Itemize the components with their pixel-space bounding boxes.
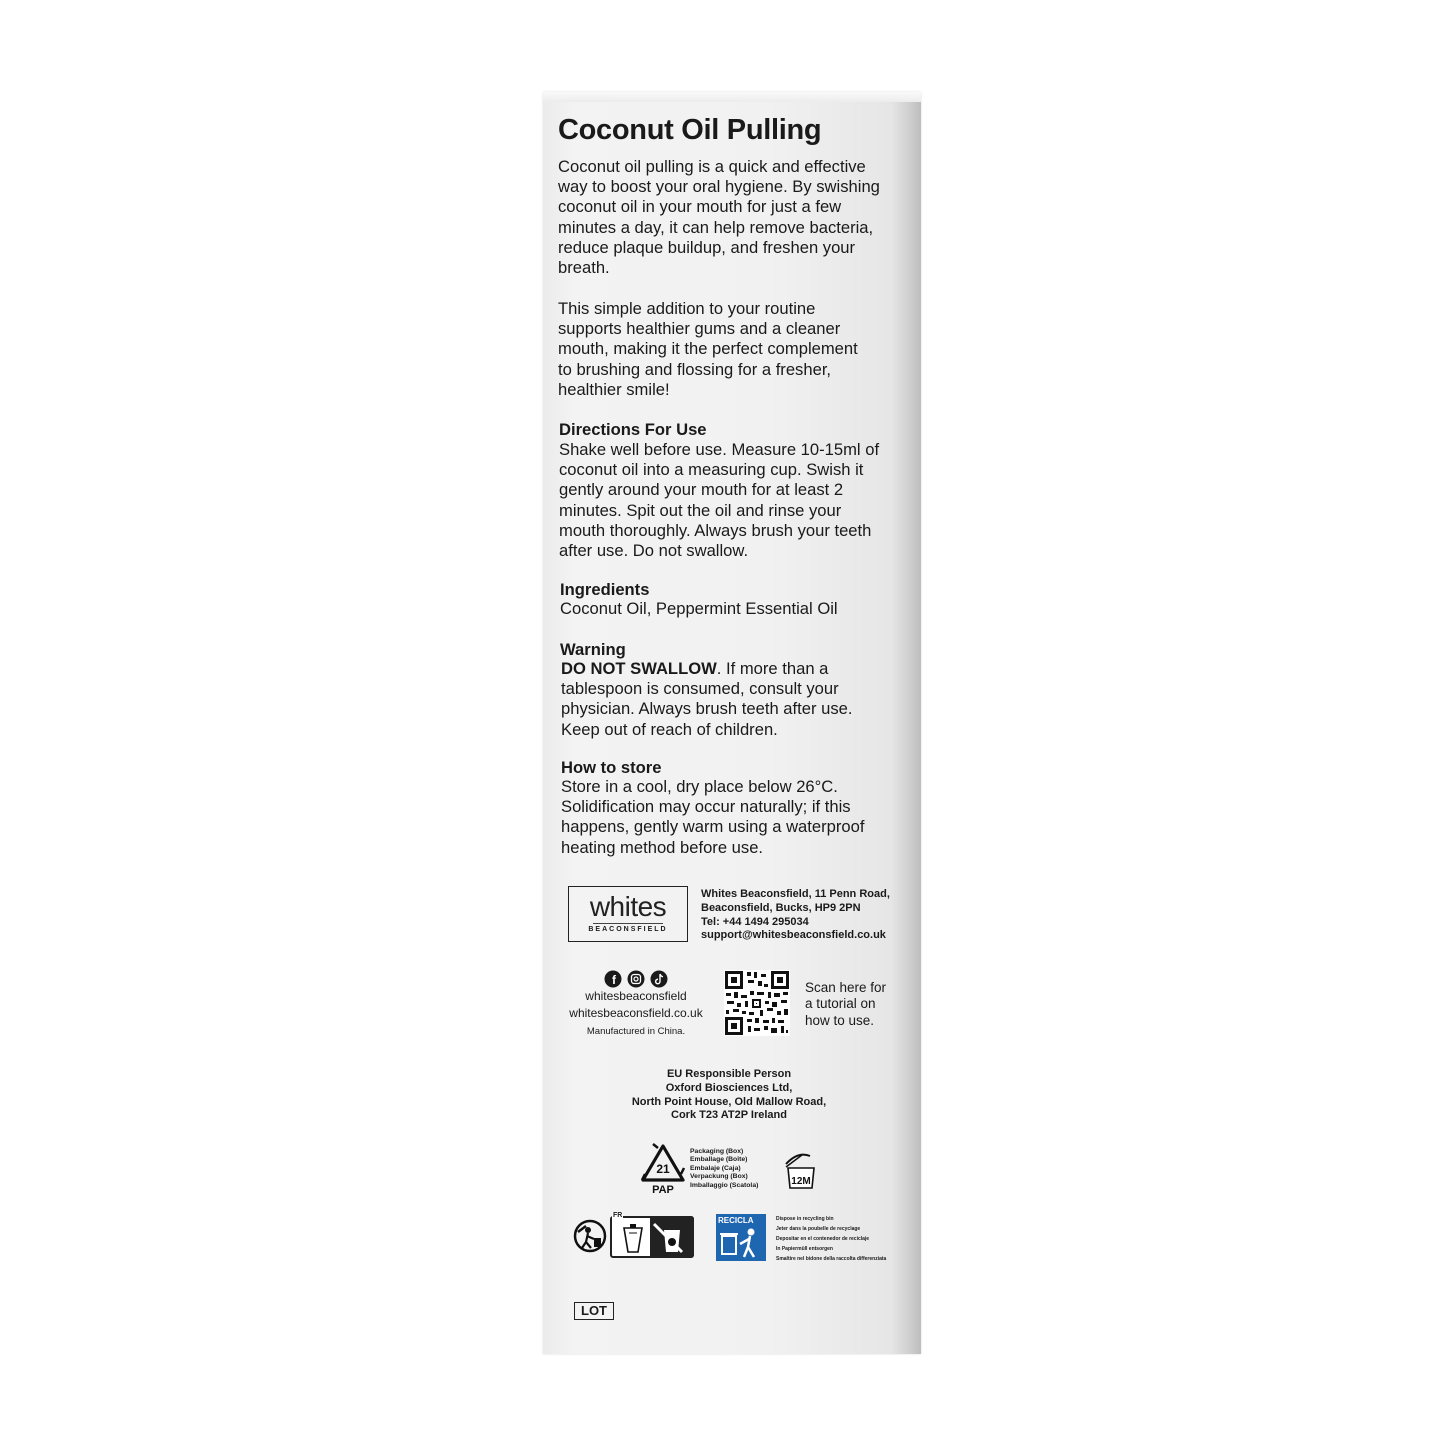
- recycle-bin-person-icon: [718, 1226, 764, 1260]
- warning-line: tablespoon is consumed, consult your: [561, 679, 839, 699]
- qr-caption-line: how to use.: [805, 1012, 875, 1028]
- social-icons: [603, 969, 669, 989]
- packaging-line: Imballaggio (Scatola): [690, 1181, 759, 1189]
- eu-line: Cork T23 AT2P Ireland: [671, 1109, 787, 1122]
- dispose-languages: [776, 1214, 886, 1264]
- tidyman-icon: [572, 1218, 608, 1254]
- ingredients-text: Coconut Oil, Peppermint Essential Oil: [560, 599, 838, 618]
- warning-emphasis: DO NOT SWALLOW: [561, 659, 717, 678]
- ingredients-heading: Ingredients: [560, 580, 650, 599]
- intro-line: Coconut oil pulling is a quick and effective: [558, 157, 866, 176]
- directions-line: gently around your mouth for at least 2: [559, 480, 844, 500]
- recycling-triangle-icon: [640, 1143, 686, 1195]
- triman-icon: [612, 1218, 692, 1256]
- directions-line: coconut oil into a measuring cup. Swish it: [559, 460, 864, 480]
- dispose-line: Dispose in recycling bin: [776, 1216, 834, 1222]
- fr-mark: FR: [613, 1212, 623, 1219]
- warning-first-line: [561, 659, 852, 679]
- product-title: Coconut Oil Pulling: [558, 114, 822, 146]
- intro-line: reduce plaque buildup, and freshen your: [558, 237, 856, 257]
- directions-line: Shake well before use. Measure 10-15ml of: [559, 440, 880, 459]
- packaging-line: Packaging (Box): [690, 1148, 744, 1155]
- eu-line: North Point House, Old Mallow Road,: [631, 1095, 827, 1108]
- logo-divider: [593, 923, 663, 924]
- warning-line: physician. Always brush teeth after use.: [561, 699, 853, 719]
- intro-text: [558, 157, 880, 278]
- recycling-code: 21: [656, 1162, 670, 1176]
- recicla-label: RECICLA: [718, 1216, 754, 1225]
- intro2-line: This simple addition to your routine: [558, 299, 816, 318]
- storage-line: heating method before use.: [561, 837, 764, 857]
- qr-caption-line: a tutorial on: [805, 996, 876, 1012]
- logo-subtitle: BEACONSFIELD: [588, 926, 668, 933]
- intro-line: breath.: [558, 258, 610, 278]
- address-line: Whites Beaconsfield, 11 Penn Road,: [701, 888, 890, 900]
- storage-line: Solidification may occur naturally; if this: [561, 797, 851, 817]
- dispose-line: Smaltire nel bidone della raccolta differenziata: [776, 1256, 887, 1262]
- directions-line: mouth thoroughly. Always brush your teeth: [559, 520, 872, 540]
- eu-heading: EU Responsible Person: [666, 1068, 792, 1080]
- intro2-line: healthier smile!: [558, 379, 670, 399]
- address-line: support@whitesbeaconsfield.co.uk: [701, 929, 886, 942]
- intro-line: minutes a day, it can help remove bacteria,: [558, 217, 874, 237]
- storage-text: [561, 777, 864, 858]
- storage-heading: How to store: [561, 758, 662, 777]
- dispose-line: Depositar en el contenedor de reciclaje: [776, 1236, 870, 1242]
- tiktok-icon: [651, 971, 668, 988]
- qr-caption: [805, 980, 886, 1029]
- eu-responsible: [618, 1068, 840, 1123]
- instagram-icon: [628, 971, 645, 988]
- intro-line: way to boost your oral hygiene. By swishing: [558, 177, 880, 197]
- directions-heading: Directions For Use: [559, 420, 707, 439]
- packaging-line: Emballage (Boîte): [690, 1156, 748, 1164]
- manufactured-in: Manufactured in China.: [586, 1026, 686, 1037]
- recycling-material: PAP: [652, 1184, 674, 1195]
- warning-first-rest: . If more than a: [716, 659, 829, 678]
- warning-line: Keep out of reach of children.: [561, 719, 778, 739]
- lot-box: LOT: [574, 1302, 614, 1320]
- brand-website: whitesbeaconsfield.co.uk: [569, 1006, 703, 1020]
- address-line: Beaconsfield, Bucks, HP9 2PN: [701, 901, 861, 914]
- directions-line: minutes. Spit out the oil and rinse your: [559, 500, 842, 520]
- brand-logo: [568, 886, 688, 942]
- directions-text: [559, 440, 879, 561]
- intro2-line: supports healthier gums and a cleaner: [558, 319, 841, 339]
- packaging-languages: [690, 1148, 758, 1190]
- directions-line: after use. Do not swallow.: [559, 541, 749, 561]
- pao-label: 12M: [791, 1176, 811, 1187]
- storage-line: happens, gently warm using a waterproof: [561, 817, 865, 837]
- warning-heading: Warning: [560, 640, 626, 659]
- brand-social: [566, 988, 706, 1041]
- intro2-line: to brushing and flossing for a fresher,: [558, 359, 832, 379]
- period-after-opening-icon: [782, 1150, 820, 1190]
- svg-text:f: f: [612, 973, 616, 987]
- social-handle: whitesbeaconsfield: [585, 989, 687, 1003]
- dispose-line: Jeter dans la poubelle de recyclage: [776, 1226, 861, 1232]
- facebook-icon: [605, 971, 622, 988]
- qr-code-icon[interactable]: [724, 970, 790, 1036]
- dispose-line: In Papiermüll entsorgen: [776, 1246, 833, 1252]
- warning-text: [561, 659, 852, 740]
- storage-line: Store in a cool, dry place below 26°C.: [561, 777, 838, 796]
- intro-line: coconut oil in your mouth for just a few: [558, 197, 842, 217]
- address-line: Tel: +44 1494 295034: [701, 915, 809, 928]
- logo-word: whites: [589, 891, 667, 922]
- intro-text-2: [558, 299, 858, 400]
- eu-line: Oxford Biosciences Ltd,: [665, 1081, 793, 1094]
- packaging-line: Embalaje (Caja): [690, 1164, 741, 1172]
- qr-caption-line: Scan here for: [805, 980, 887, 995]
- intro2-line: mouth, making it the perfect complement: [558, 339, 858, 359]
- packaging-line: Verpackung (Box): [690, 1173, 748, 1181]
- box-top-edge: [543, 92, 921, 102]
- brand-address: [701, 888, 890, 943]
